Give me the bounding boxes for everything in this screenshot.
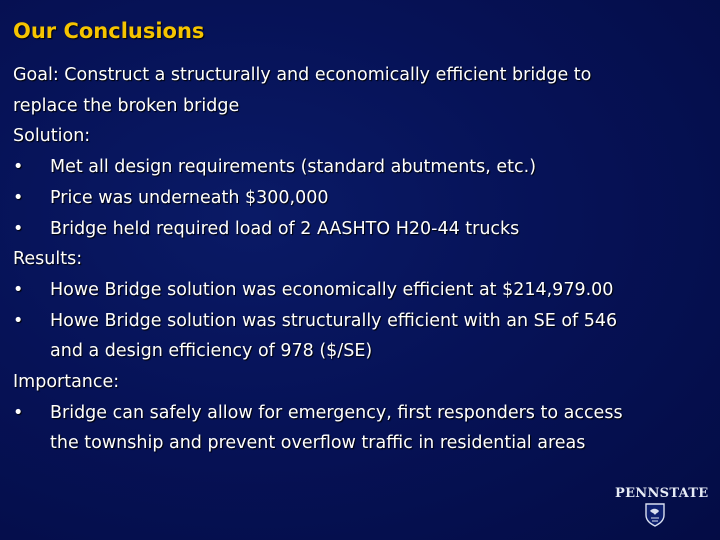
results-bullet	[13, 306, 703, 367]
results-heading: Results:	[13, 249, 83, 270]
slide-title: Our Conclusions	[13, 19, 205, 43]
logo-wordmark: PENNSTATE	[615, 486, 709, 501]
bullet-icon: •	[13, 218, 24, 239]
solution-bullet-text: Bridge held required load of 2 AASHTO H20-44 trucks	[50, 218, 520, 239]
results-bullet-text-continued: and a design efficiency of 978 ($/SE)	[50, 341, 373, 362]
importance-bullet-text: Bridge can safely allow for emergency, first responders to access	[50, 402, 623, 423]
importance-heading: Importance:	[13, 372, 120, 393]
bullet-icon: •	[13, 402, 24, 423]
importance-bullet	[13, 398, 703, 459]
pennstate-logo	[615, 486, 709, 530]
nittany-lion-shield-icon	[645, 503, 665, 527]
bullet-icon: •	[13, 310, 24, 331]
solution-bullet-text: Met all design requirements (standard abutments, etc.)	[50, 157, 537, 178]
solution-bullet	[13, 152, 703, 183]
solution-bullet	[13, 183, 703, 214]
bullet-icon: •	[13, 187, 24, 208]
bullet-icon: •	[13, 157, 24, 178]
results-bullet-text: Howe Bridge solution was economically efficient at $214,979.00	[50, 279, 614, 300]
bullet-icon: •	[13, 279, 24, 300]
results-bullet	[13, 275, 703, 306]
importance-bullet-text-continued: the township and prevent overflow traffic in residential areas	[50, 433, 586, 454]
results-bullet-text: Howe Bridge solution was structurally efficient with an SE of 546	[50, 310, 618, 331]
slide-body	[13, 60, 703, 459]
solution-bullet	[13, 214, 703, 245]
goal-line-1: Goal: Construct a structurally and economically efficient bridge to	[13, 65, 592, 85]
solution-heading: Solution:	[13, 126, 91, 147]
goal-line-2: replace the broken bridge	[13, 95, 240, 116]
solution-bullet-text: Price was underneath $300,000	[50, 187, 329, 208]
